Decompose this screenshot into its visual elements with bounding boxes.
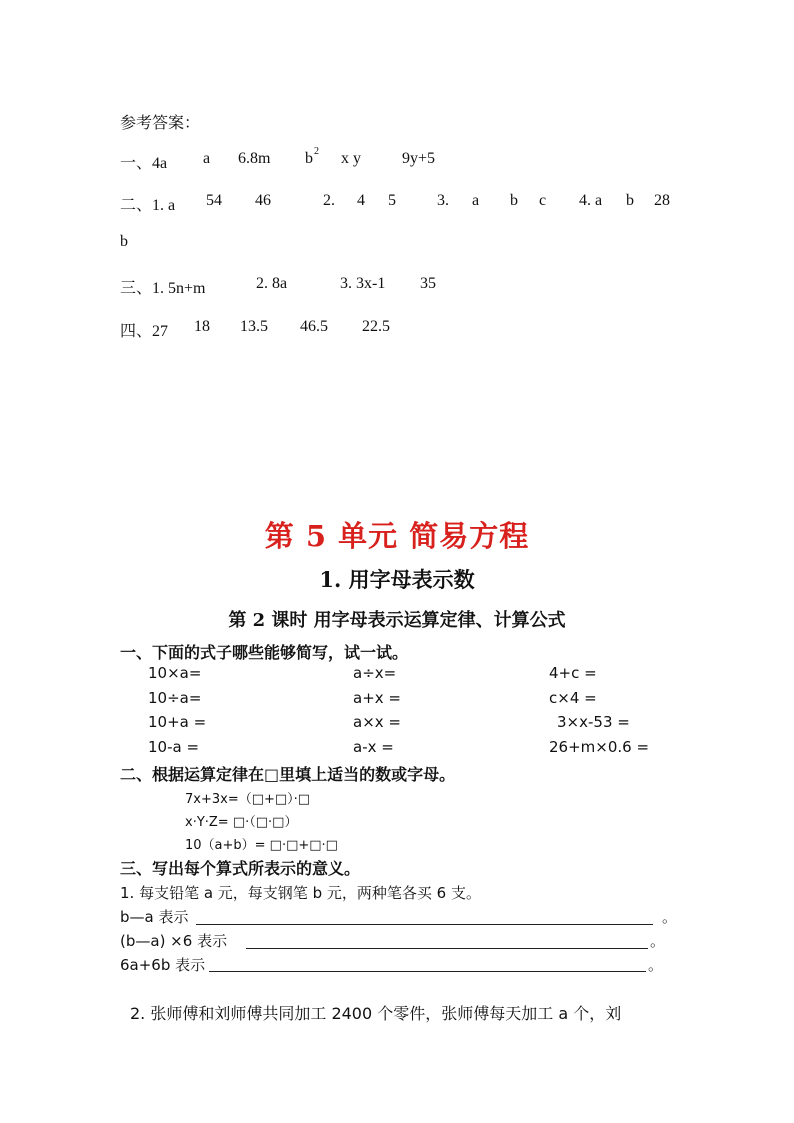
answer-item: 54 xyxy=(206,192,222,209)
answer-item: 三、1. 5n+m xyxy=(120,280,206,297)
answer-item: a xyxy=(203,150,211,167)
expression: 4+c = xyxy=(549,664,597,682)
expression: c×4 = xyxy=(549,689,597,707)
expression: 10÷a= xyxy=(148,689,202,707)
answer-item: 9y+5 xyxy=(402,150,436,167)
section-title: 1. 用字母表示数 xyxy=(319,567,475,592)
answer-item: 3. xyxy=(437,192,449,209)
expression: 10-a = xyxy=(148,738,200,756)
blank-line[interactable] xyxy=(209,971,646,972)
period: 。 xyxy=(648,956,664,974)
expression: 10×a= xyxy=(148,664,202,682)
answer-item: x y xyxy=(341,150,361,167)
answer-item: 3. 3x-1 xyxy=(340,275,386,292)
meaning-label: b—a 表示 xyxy=(120,908,189,926)
law-line: x·Y·Z= □·（□·□） xyxy=(185,815,298,830)
answer-item: a xyxy=(472,192,480,209)
lesson-title: 第 2 课时 用字母表示运算定律、计算公式 xyxy=(228,610,566,631)
law-line: 10（a+b）= □·□+□·□ xyxy=(185,838,338,853)
answer-item: 4 xyxy=(357,192,365,209)
answer-item: b xyxy=(305,150,313,167)
question-1: 1. 每支铅笔 a 元，每支钢笔 b 元，两种笔各买 6 支。 xyxy=(120,884,481,902)
answer-item: 46 xyxy=(255,192,271,209)
expression: 3×x-53 = xyxy=(557,713,630,731)
answer-item: 35 xyxy=(420,275,436,292)
part3-heading: 三、写出每个算式所表示的意义。 xyxy=(120,859,361,878)
period: 。 xyxy=(650,932,666,950)
question-2: 2. 张师傅和刘师傅共同加工 2400 个零件，张师傅每天加工 a 个，刘 xyxy=(130,1004,622,1023)
answer-item: b xyxy=(626,192,634,209)
answer-item: b xyxy=(510,192,518,209)
period: 。 xyxy=(662,908,678,926)
meaning-label: (b—a) ×6 表示 xyxy=(120,932,228,950)
unit-title: 第 5 单元 简易方程 xyxy=(264,519,530,553)
answer-item: 一、4a xyxy=(120,155,168,172)
answer-superscript: 2 xyxy=(314,146,319,157)
expression: a-x = xyxy=(353,738,394,756)
answer-item: 46.5 xyxy=(300,318,328,335)
answer-item: 28 xyxy=(654,192,670,209)
blank-line[interactable] xyxy=(246,948,648,949)
answer-item: 4. a xyxy=(579,192,603,209)
answer-item: 22.5 xyxy=(362,318,390,335)
blank-line[interactable] xyxy=(196,924,653,925)
answer-item: 18 xyxy=(194,318,210,335)
answers-heading: 参考答案： xyxy=(120,115,201,132)
answer-item: 2. 8a xyxy=(256,275,288,292)
expression: a×x = xyxy=(353,713,401,731)
answer-wrap: b xyxy=(120,233,128,250)
answer-item: 13.5 xyxy=(240,318,268,335)
answer-item: 5 xyxy=(388,192,396,209)
answer-item: c xyxy=(539,192,547,209)
answer-item: 四、27 xyxy=(120,323,169,340)
answer-item: 2. xyxy=(323,192,335,209)
part1-heading: 一、下面的式子哪些能够简写，试一试。 xyxy=(120,643,409,662)
answer-item: 二、1. a xyxy=(120,197,176,214)
expression: a÷x= xyxy=(353,664,397,682)
law-line: 7x+3x=（□+□）·□ xyxy=(185,792,311,807)
expression: 26+m×0.6 = xyxy=(549,738,650,756)
answer-item: 6.8m xyxy=(238,150,271,167)
expression: 10+a = xyxy=(148,713,207,731)
part2-heading: 二、根据运算定律在□里填上适当的数或字母。 xyxy=(120,765,456,784)
expression: a+x = xyxy=(353,689,401,707)
meaning-label: 6a+6b 表示 xyxy=(120,956,206,974)
